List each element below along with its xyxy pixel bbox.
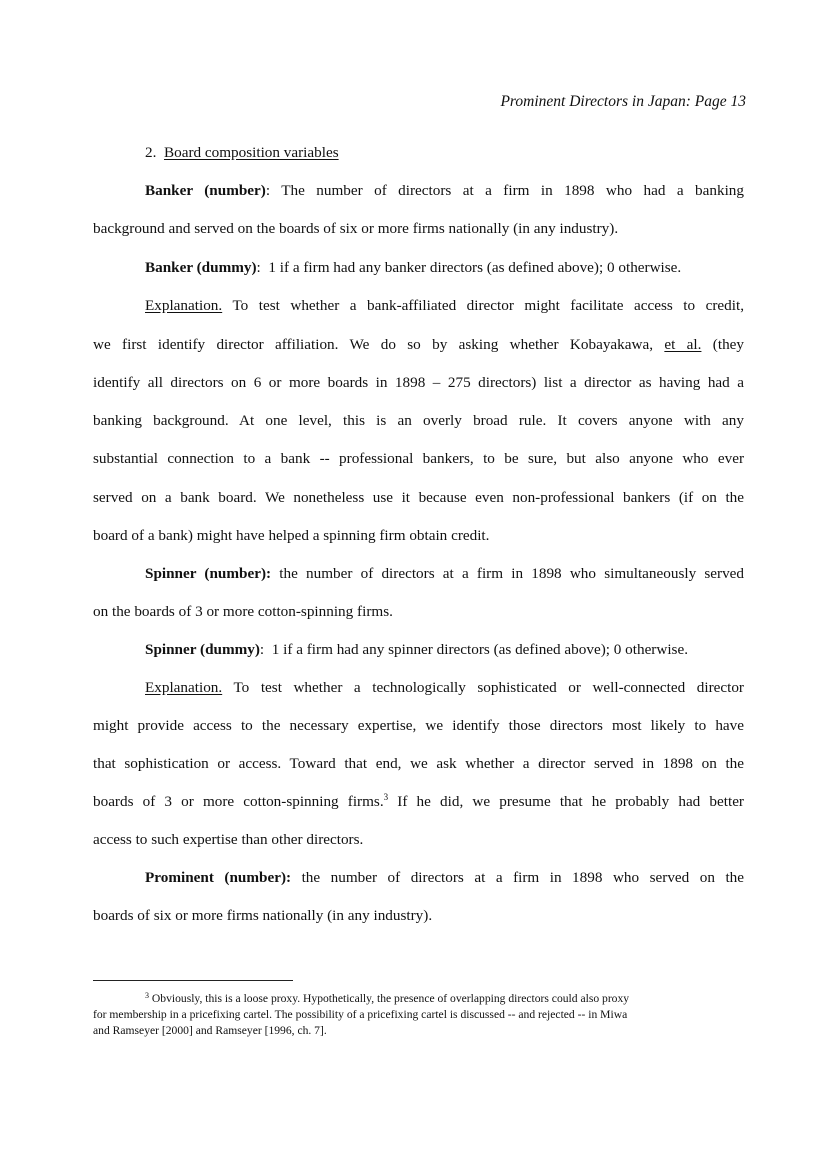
footnote-line-1: $^3$ Obviously, this is a loose proxy. Hypothetically, the presence of overlapping directors could also proxy <box>145 991 630 1005</box>
explanation-label: Explanation. <box>145 679 223 696</box>
banker-number-text-1: The number of directors at a firm in 1898 who had a banking <box>281 182 744 199</box>
banker-explanation-line-1: Explanation. To test whether a bank-affiliated director might facilitate access to credit, <box>145 297 744 314</box>
spinner-number-definition <box>145 564 744 584</box>
banker-dummy-term: Banker (dummy) <box>145 259 257 276</box>
prominent-number-term: Prominent (number): <box>145 869 292 886</box>
spinner-number-text-1: the number of directors at a firm in 1898 who simultaneously served <box>279 565 744 582</box>
et-al: et al. <box>664 336 702 353</box>
banker-explanation-line-5: substantial connection to a bank -- professional bankers, to be sure, but also anyone who ever <box>93 450 744 467</box>
spinner-explanation-line-2: might provide access to the necessary expertise, we identify those directors most likely to have <box>93 717 744 734</box>
footnote-divider <box>93 980 293 981</box>
banker-explanation-line-7: board of a bank) might have helped a spinning firm obtain credit. <box>93 527 490 544</box>
prominent-number-text-2: boards of six or more firms nationally (in any industry). <box>93 907 433 924</box>
spinner-number-term: Spinner (number): <box>145 565 272 582</box>
banker-number-term: Banker (number) <box>145 182 266 199</box>
explanation-label: Explanation. <box>145 297 223 314</box>
spinner-explanation-line-4: boards of 3 or more cotton-spinning firms.$^3$ If he did, we presume that he probably had better <box>93 792 744 810</box>
footnote-marker: 3 <box>145 991 149 1000</box>
banker-explanation-line-4: banking background. At one level, this is an overly broad rule. It covers anyone with any <box>93 412 744 429</box>
prominent-number-definition <box>145 868 744 888</box>
banker-explanation-line-2: we first identify director affiliation. We do so by asking whether Kobayakawa, et al. (they <box>93 336 745 353</box>
section-number: 2. <box>145 144 157 161</box>
section-title: Board composition variables <box>163 144 339 161</box>
spinner-explanation-line-1: Explanation. To test whether a technologically sophisticated or well-connected director <box>145 679 744 696</box>
spinner-dummy-text: 1 if a firm had any spinner directors (as defined above); 0 otherwise. <box>271 641 688 658</box>
footnote-reference[interactable]: 3 <box>383 792 389 802</box>
running-header: Prominent Directors in Japan: Page 13 <box>500 93 746 110</box>
spinner-explanation-line-3: that sophistication or access. Toward that end, we ask whether a director served in 1898 on the <box>93 755 744 772</box>
section-heading <box>145 143 744 163</box>
banker-explanation-line-6: served on a bank board. We nonetheless use it because even non-professional bankers (if on the <box>93 489 744 506</box>
spinner-dummy-term: Spinner (dummy) <box>145 641 260 658</box>
spinner-explanation-line-5: access to such expertise than other directors. <box>93 831 364 848</box>
footnote-line-3: and Ramseyer [2000] and Ramseyer [1996, ch. 7]. <box>93 1024 327 1037</box>
footnote-line-2: for membership in a pricefixing cartel. The possibility of a pricefixing cartel is discussed -- and rejected -- in Miwa <box>93 1008 628 1021</box>
banker-number-definition: Banker (number): The number of directors at a firm in 1898 who had a banking <box>145 182 744 199</box>
spinner-dummy-definition: Spinner (dummy): 1 if a firm had any spinner directors (as defined above); 0 otherwise. <box>145 641 688 658</box>
banker-explanation-line-3: identify all directors on 6 or more boards in 1898 – 275 directors) list a director as having had a <box>93 374 744 391</box>
banker-dummy-definition: Banker (dummy): 1 if a firm had any banker directors (as defined above); 0 otherwise. <box>145 259 682 276</box>
banker-number-text-2: background and served on the boards of six or more firms nationally (in any industry). <box>93 220 619 237</box>
spinner-number-text-2: on the boards of 3 or more cotton-spinning firms. <box>93 603 393 620</box>
prominent-number-text-1: the number of directors at a firm in 1898 who served on the <box>301 869 745 886</box>
banker-dummy-text: 1 if a firm had any banker directors (as defined above); 0 otherwise. <box>268 259 682 276</box>
